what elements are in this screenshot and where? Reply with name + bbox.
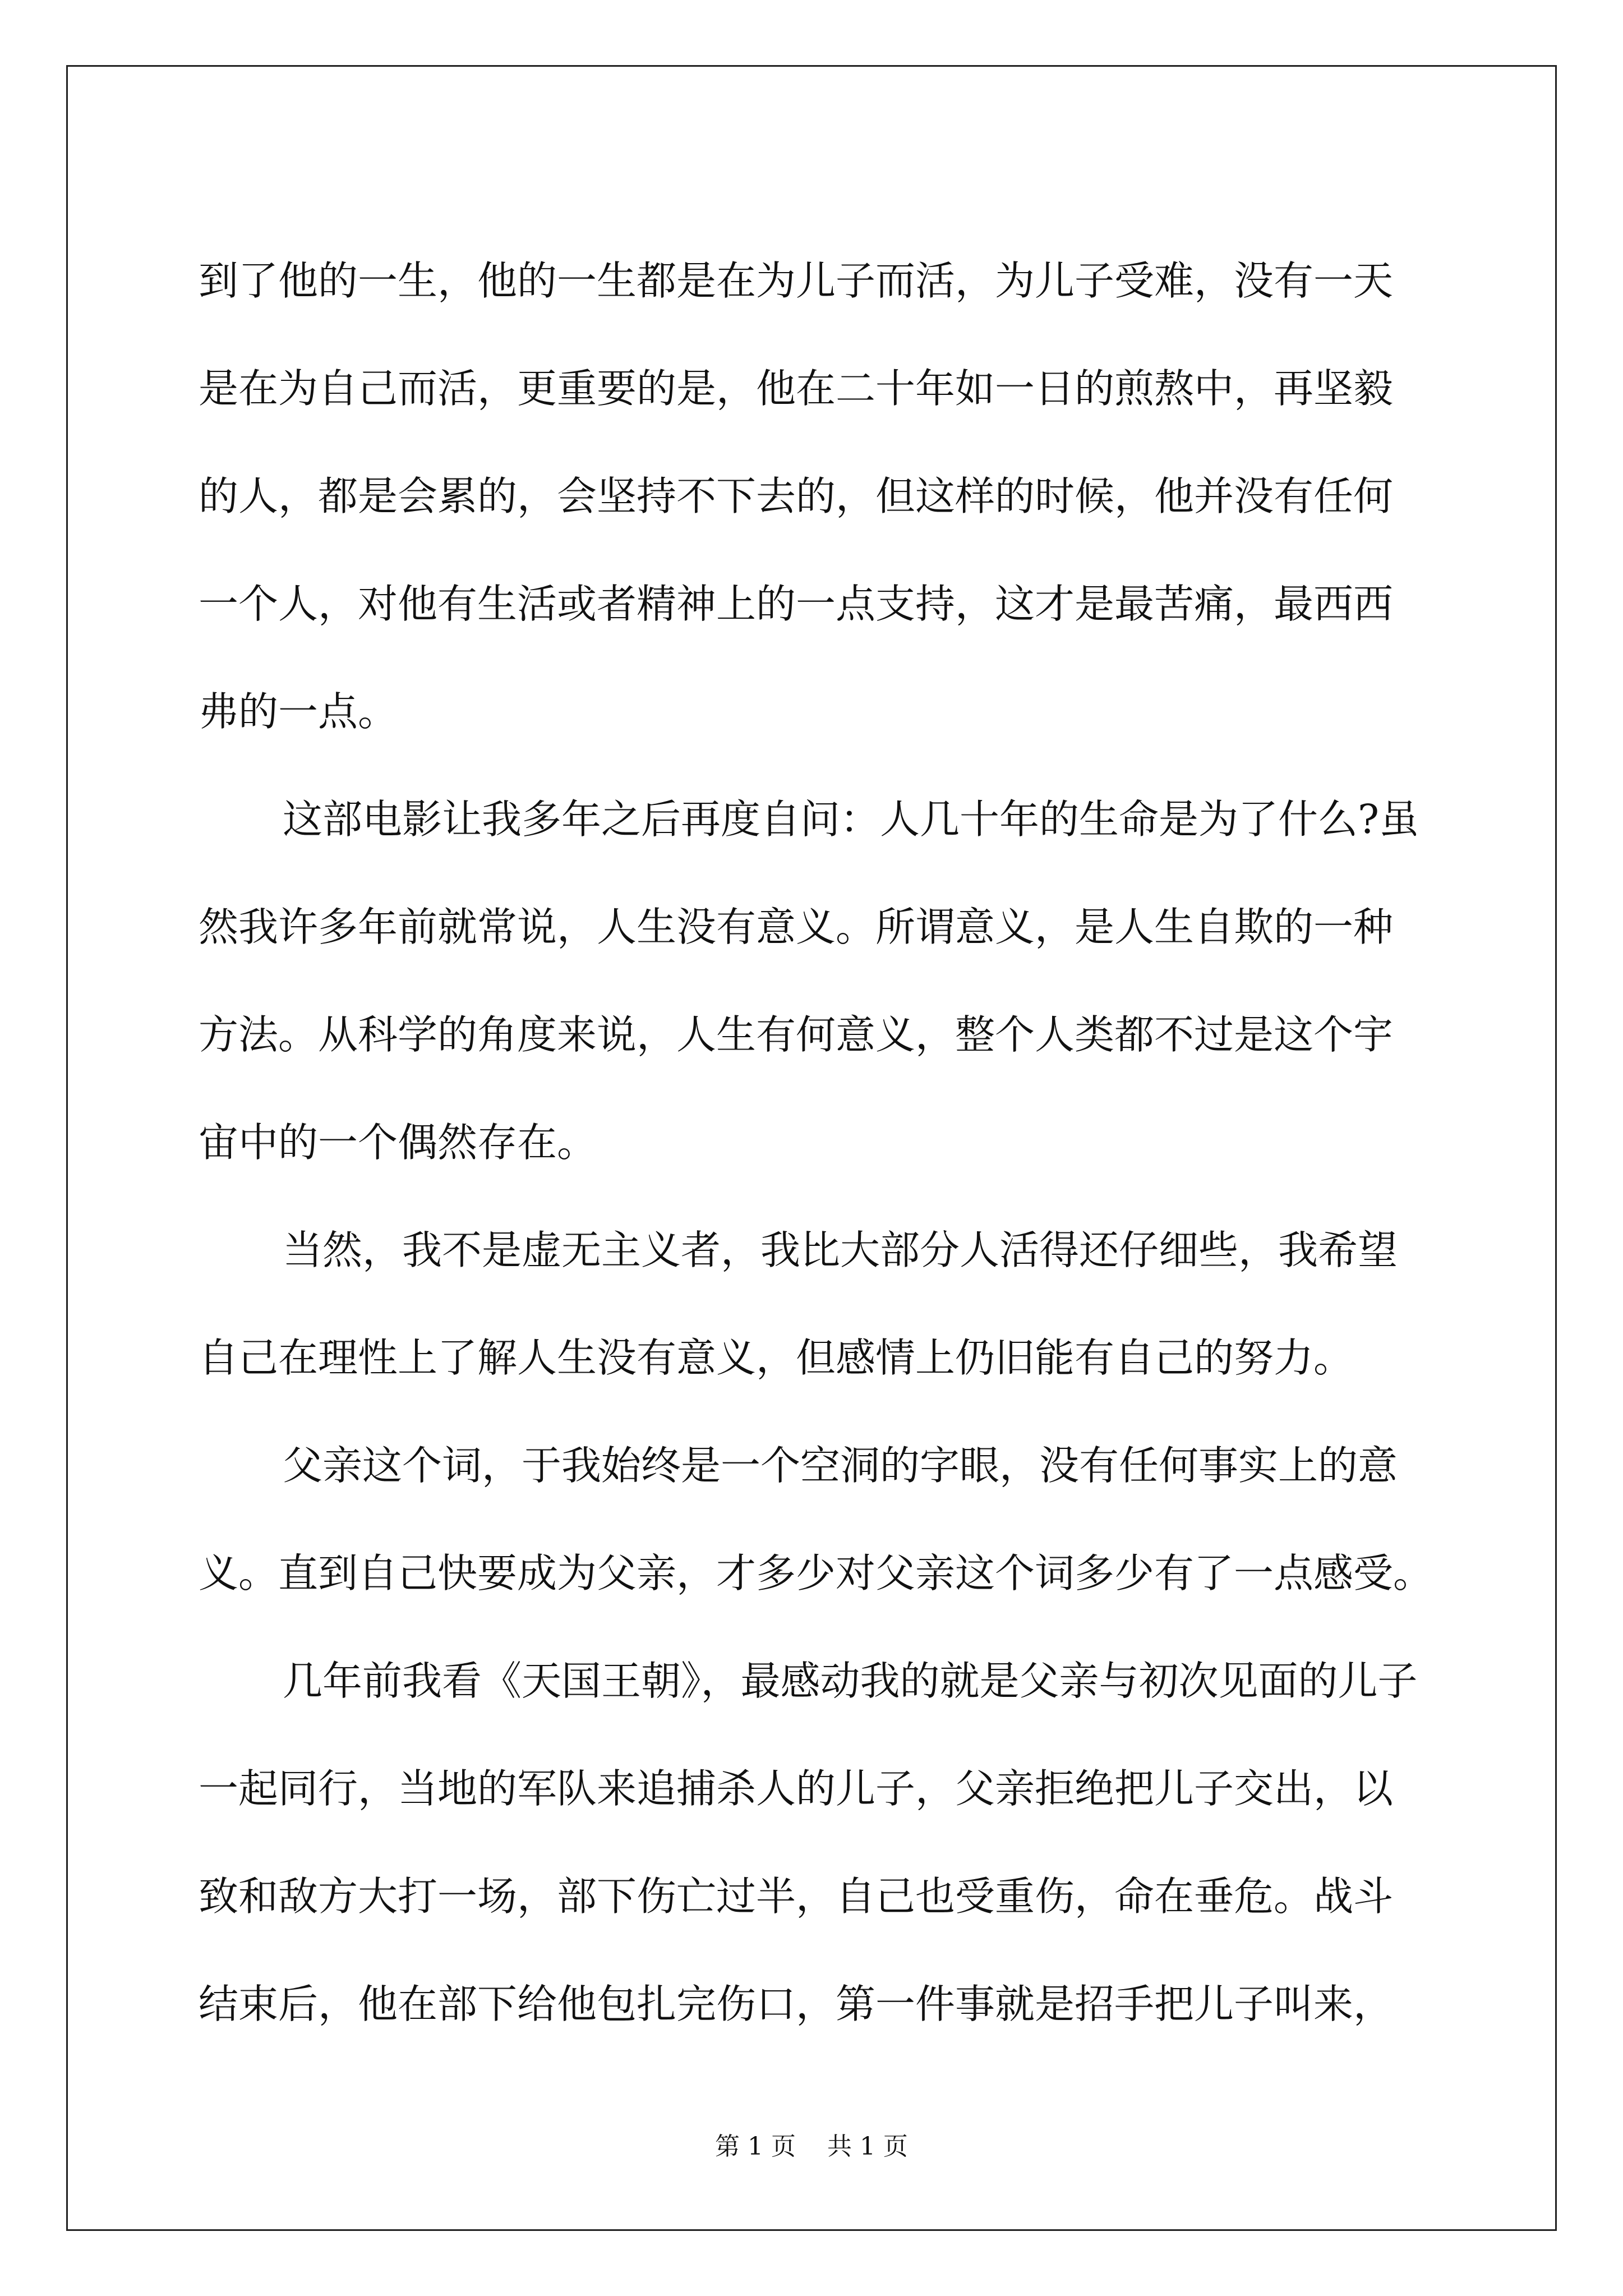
paragraph [199,1197,1436,1412]
text-line: 几年前我看《天国王朝》，最感动我的就是父亲与初次见面的儿子 [283,1658,1418,1704]
text-line: 父亲这个词，于我始终是一个空洞的字眼，没有任何事实上的意 [283,1442,1398,1489]
paragraph [199,1627,1436,2058]
text-line: 致和敌方大打一场，部下伤亡过半，自己也受重伤，命在垂危。战斗 [199,1873,1394,1920]
text-line: 这部电影让我多年之后再度自问：人几十年的生命是为了什么?虽 [283,796,1419,843]
paragraph [199,1412,1436,1627]
text-line: 方法。从科学的角度来说，人生有何意义，整个人类都不过是这个宇 [199,1011,1394,1058]
paragraph [199,766,1436,1197]
paragraph [199,227,1436,766]
text-line: 然我许多年前就常说，人生没有意义。所谓意义，是人生自欺的一种 [199,904,1394,950]
text-line: 弗的一点。 [199,688,398,735]
text-line: 一个人，对他有生活或者精神上的一点支持，这才是最苦痛，最西西 [199,581,1394,627]
text-line: 是在为自己而活，更重要的是，他在二十年如一日的煎熬中，再坚毅 [199,365,1394,412]
text-line: 义。直到自己快要成为父亲，才多少对父亲这个词多少有了一点感受。 [199,1550,1433,1596]
text-line: 一起同行，当地的军队来追捕杀人的儿子，父亲拒绝把儿子交出，以 [199,1765,1394,1812]
text-line: 当然，我不是虚无主义者，我比大部分人活得还仔细些，我希望 [283,1227,1398,1273]
text-line: 自己在理性上了解人生没有意义，但感情上仍旧能有自己的努力。 [199,1335,1354,1381]
document-body [199,227,1436,2058]
text-line: 宙中的一个偶然存在。 [199,1119,597,1166]
text-line: 到了他的一生，他的一生都是在为儿子而活，为儿子受难，没有一天 [199,257,1394,304]
page-footer: 第 1 页 共 1 页 [715,2132,908,2161]
text-line: 的人，都是会累的，会坚持不下去的，但这样的时候，他并没有任何 [199,473,1394,519]
text-line: 结束后，他在部下给他包扎完伤口，第一件事就是招手把儿子叫来， [199,1981,1394,2027]
